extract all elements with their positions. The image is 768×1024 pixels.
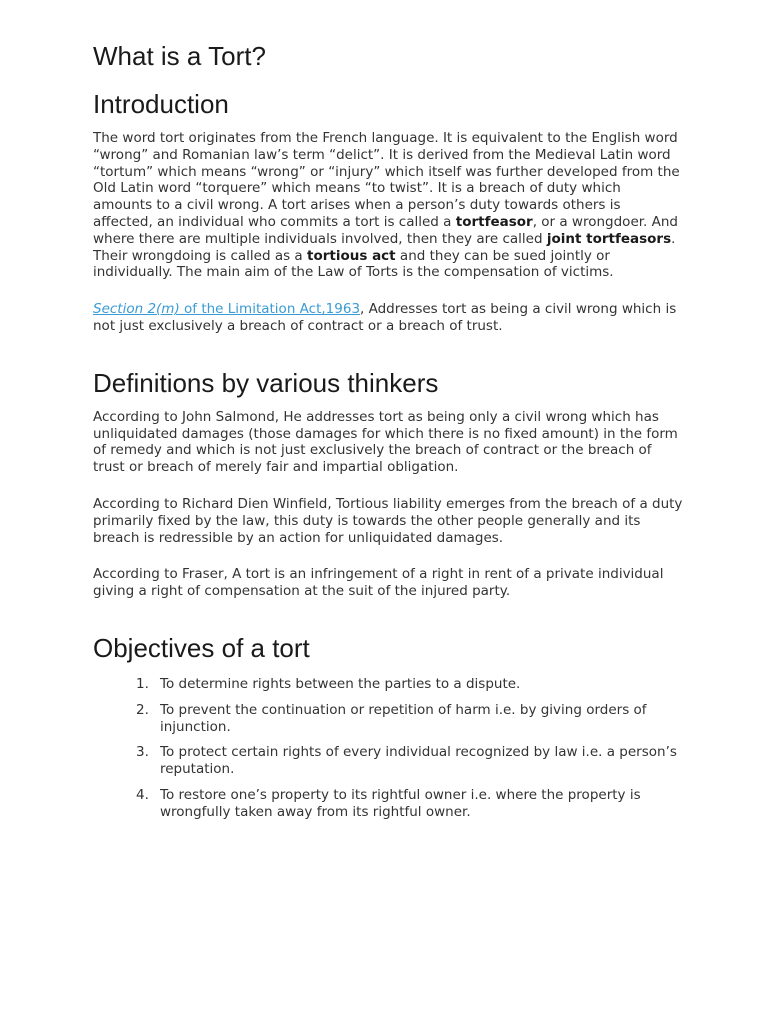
definitions-heading: Definitions by various thinkers bbox=[93, 367, 439, 398]
section-2m-link[interactable]: Section 2(m) bbox=[93, 301, 180, 318]
list-item bbox=[136, 675, 683, 693]
list-item-text: To prevent the continuation or repetition of harm i.e. by giving orders of injunction. bbox=[160, 701, 647, 735]
list-item-text: To restore one’s property to its rightful owner i.e. where the property is wrongfully taken away from its rightful owner. bbox=[160, 786, 641, 820]
list-item-text: To protect certain rights of every individual recognized by law i.e. a person’s reputation. bbox=[160, 744, 677, 778]
term-tortious-act: tortious act bbox=[306, 247, 396, 264]
intro-text-part-e: and they can be sued jointly or individually. The main aim of the Law of Torts is the compensation of victims. bbox=[93, 247, 614, 281]
objectives-heading: Objectives of a tort bbox=[93, 632, 310, 663]
definition-salmond: According to John Salmond, He addresses tort as being only a civil wrong which has unliquidated damages (those damages for which there is no fixed amount) in the form of remedy and which is not just exclusively the breach of contract or the breach of trust or breach of merely fair and impartial obligation. bbox=[93, 408, 678, 476]
introduction-paragraph bbox=[93, 130, 683, 281]
intro-text-part-a: The word tort originates from the French language. It is equivalent to the English word “wrong” and Romanian law’s term “delict”. It is derived from the Medieval Latin word “tortum” which means “wrong” or “injury” which itself was further developed from the Old Latin word “torquere” which means “to twist”. It is a breach of duty which amounts to a civil wrong. A tort arises when a person’s duty towards others is affected, an individual who commits a tort is called a bbox=[93, 130, 680, 230]
list-item-number: 2. bbox=[136, 701, 149, 718]
list-item-number: 4. bbox=[136, 786, 149, 803]
introduction-heading: Introduction bbox=[93, 89, 229, 119]
document-page bbox=[93, 40, 683, 830]
definition-fraser: According to Fraser, A tort is an infringement of a right in rent of a private individual giving a right of compensation at the suit of the injured party. bbox=[93, 566, 664, 600]
document-title: What is a Tort? bbox=[93, 41, 266, 71]
limitation-act-paragraph bbox=[93, 301, 683, 335]
list-item bbox=[136, 744, 683, 778]
list-item-number: 1. bbox=[136, 675, 149, 692]
intro-text-part-d: . Their wrongdoing is called as a bbox=[93, 230, 676, 264]
term-tortfeasor: tortfeasor bbox=[455, 213, 533, 230]
limitation-act-text: , Addresses tort as being a civil wrong which is not just exclusively a breach of contract or a breach of trust. bbox=[93, 301, 677, 334]
list-item bbox=[136, 786, 683, 821]
list-item bbox=[136, 701, 683, 736]
list-item-text: To determine rights between the parties to a dispute. bbox=[160, 675, 521, 692]
term-joint-tortfeasors: joint tortfeasors bbox=[546, 230, 672, 247]
list-item-number: 3. bbox=[136, 744, 149, 761]
intro-text-part-c: , or a wrongdoer. And where there are multiple individuals involved, then they are called bbox=[93, 213, 679, 247]
objectives-list bbox=[93, 676, 683, 821]
definition-winfield: According to Richard Dien Winfield, Tortious liability emerges from the breach of a duty primarily fixed by the law, this duty is towards the other people generally and its breach is redressible by an action for unliquidated damages. bbox=[93, 495, 683, 546]
limitation-act-link[interactable]: of the Limitation Act,1963 bbox=[179, 301, 361, 318]
